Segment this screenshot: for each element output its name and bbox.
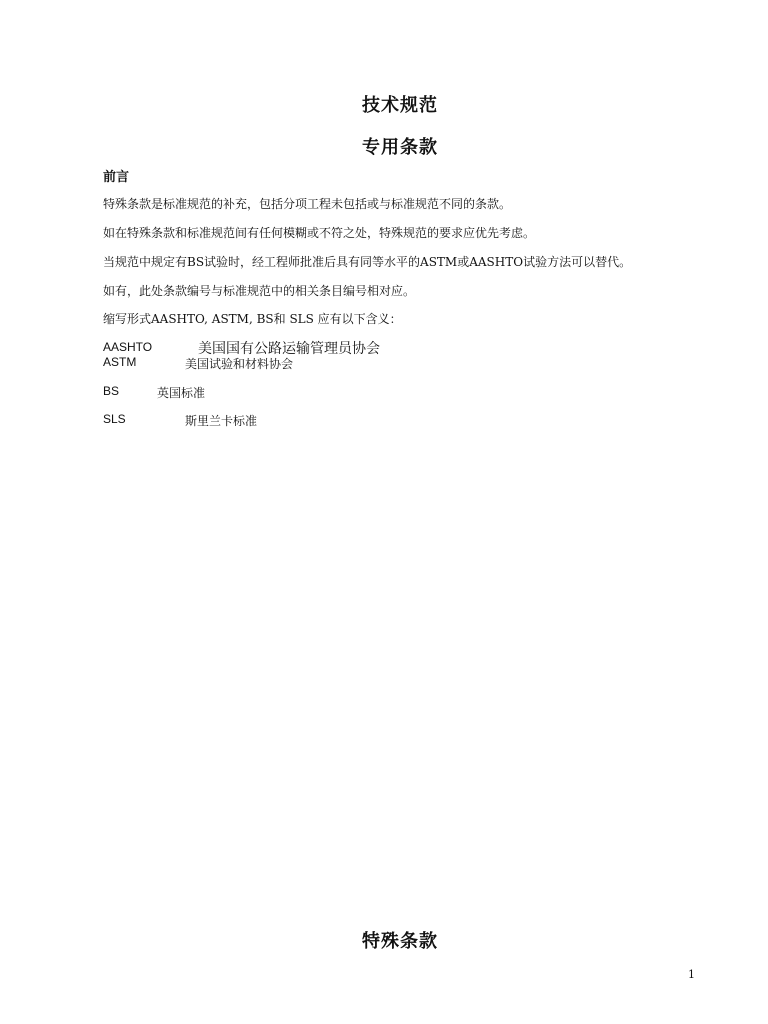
page-number: 1: [688, 968, 695, 981]
abbreviation-meaning: 英国标准: [157, 386, 206, 400]
paragraph: 特殊条款是标准规范的补充，包括分项工程未包括或与标准规范不同的条款。: [103, 197, 512, 211]
document-title: 技术规范: [362, 95, 438, 116]
abbreviation-term: BS: [103, 384, 120, 398]
paragraph: 当规范中规定有BS试验时，经工程师批准后具有同等水平的ASTM或AASHTO试验方法可以替代。: [103, 255, 632, 269]
abbreviation-term: ASTM: [103, 355, 137, 369]
abbreviation-meaning: 美国试验和材料协会: [185, 357, 294, 371]
section-title: 特殊条款: [362, 931, 438, 952]
abbreviation-term: AASHTO: [103, 340, 153, 354]
abbreviation-meaning: 美国国有公路运输管理员协会: [198, 341, 380, 357]
paragraph: 如有，此处条款编号与标准规范中的相关条目编号相对应。: [103, 284, 416, 298]
preface-heading: 前言: [103, 170, 130, 185]
abbreviation-meaning: 斯里兰卡标准: [185, 414, 258, 428]
document-subtitle: 专用条款: [362, 137, 438, 158]
paragraph: 缩写形式AASHTO, ASTM, BS和 SLS 应有以下含义：: [103, 312, 402, 326]
paragraph: 如在特殊条款和标准规范间有任何模糊或不符之处，特殊规范的要求应优先考虑。: [103, 226, 536, 240]
abbreviation-term: SLS: [103, 412, 126, 426]
